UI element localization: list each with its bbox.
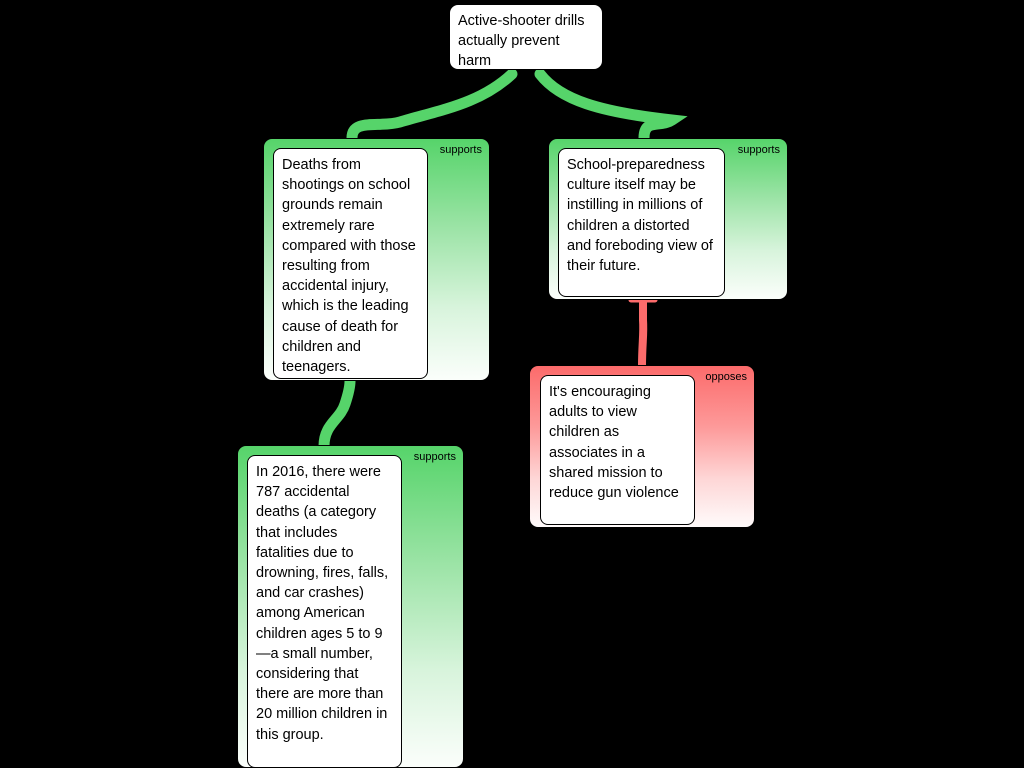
premise-3-text: In 2016, there were 787 accidental deaths (a category that includes fatalities due to drowning, fires, falls, and car crashes) among American children ages 5 to 9—a small number, considering that there are more than 20 million children in this group. [256, 464, 393, 743]
premise-2-card[interactable] [558, 148, 725, 297]
relation-label-supports-2: supports [737, 144, 780, 156]
relation-label-supports-3: supports [413, 451, 456, 463]
objection-1-card[interactable] [540, 375, 695, 525]
relation-label-opposes-1: opposes [705, 371, 747, 383]
edge-premise2-to-root [540, 74, 672, 138]
edge-premise1-to-root [352, 74, 512, 138]
premise-3-card[interactable] [247, 455, 402, 768]
edge-objection1-to-premise2 [642, 300, 643, 366]
premise-2-text: School-preparedness culture itself may be instilling in millions of children a distorted and foreboding view of their future. [567, 157, 717, 275]
objection-1-text: It's encouraging adults to view children as associates in a shared mission to reduce gun violence [549, 384, 679, 502]
premise-1-text: Deaths from shootings on school grounds remain extremely rare compared with those resulting from accidental injury, which is the leading cause of death for children and teenagers. [282, 157, 420, 376]
relation-label-supports-1: supports [439, 144, 482, 156]
node-root-claim[interactable] [449, 4, 603, 70]
edge-premise3-to-premise1 [324, 381, 350, 446]
root-claim-text: Active-shooter drills actually prevent harm [458, 13, 589, 70]
premise-1-card[interactable] [273, 148, 428, 379]
